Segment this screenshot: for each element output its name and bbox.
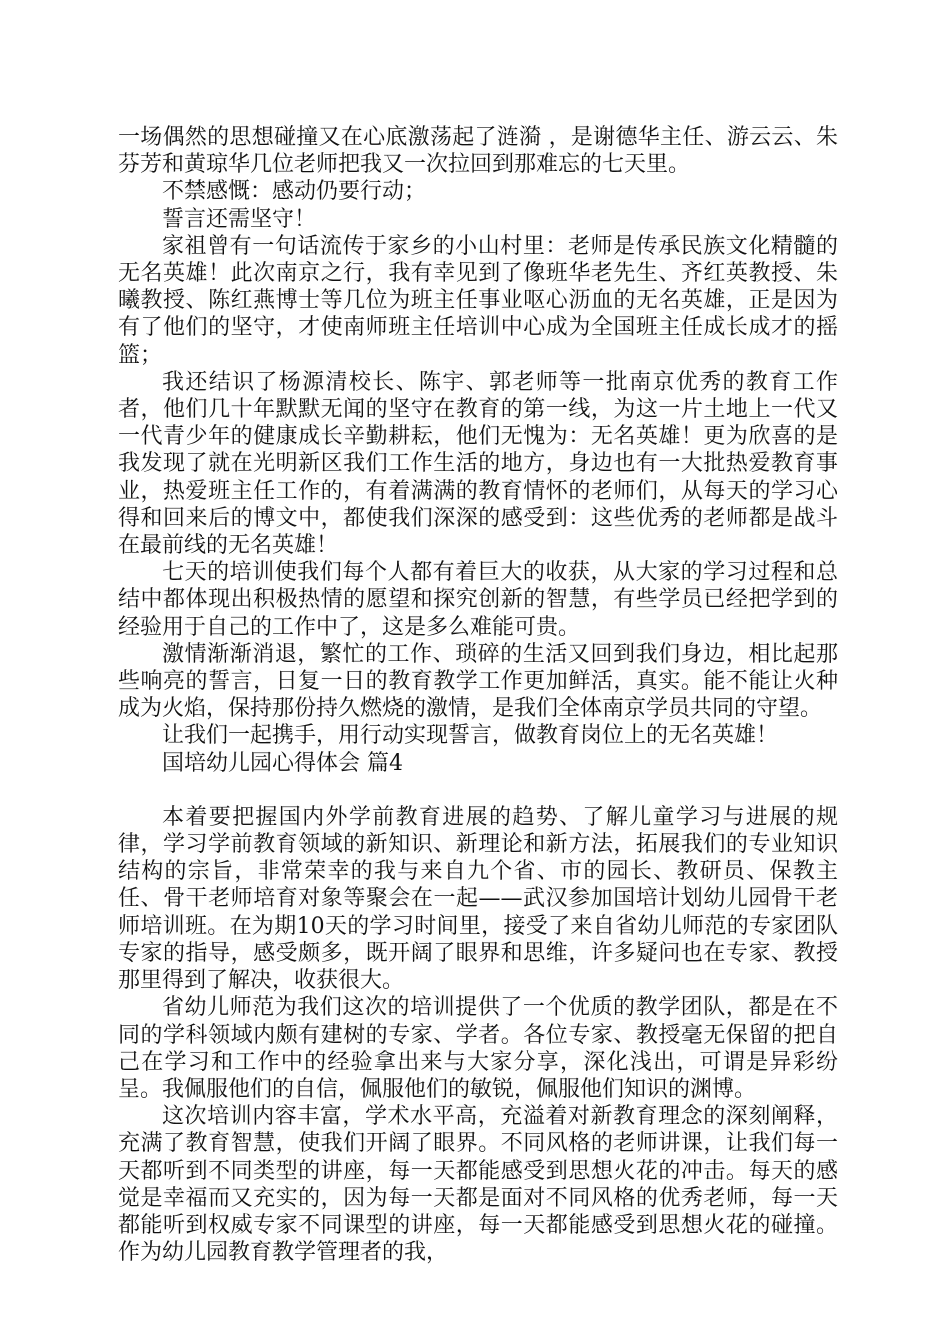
paragraph: 我还结识了杨源清校长、陈宇、郭老师等一批南京优秀的教育工作者，他们几十年默默无闻的坚守在教育的第一线，为这一片土地上一代又一代青少年的健康成长辛勤耕耘，他们无愧为：无名英雄！更为欣喜的是我发现了就在光明新区我们工作生活的地方，身边也有一大批热爱教育事业，热爱班主任工作的，有着满满的教育情怀的老师们，从每天的学习心得和回来后的博文中，都使我们深深的感受到：这些优秀的老师都是战斗在最前线的无名英雄！ xyxy=(118,369,838,559)
paragraph: 不禁感慨：感动仍要行动； xyxy=(162,179,427,205)
paragraph: 这次培训内容丰富，学术水平高，充溢着对新教育理念的深刻阐释，充满了教育智慧，使我们开阔了眼界。不同风格的老师讲课，让我们每一天都听到不同类型的讲座，每一天都能感受到思想火花的冲击。每天的感觉是幸福而又充实的，因为每一天都是面对不同风格的优秀老师，每一天都能听到权威专家不同课型的讲座，每一天都能感受到思想火花的碰撞。作为幼儿园教育教学管理者的我， xyxy=(118,1104,838,1266)
paragraph: 家祖曾有一句话流传于家乡的小山村里：老师是传承民族文化精髓的无名英雄！此次南京之行，我有幸见到了像班华老先生、齐红英教授、朱曦教授、陈红燕博士等几位为班主任事业呕心沥血的无名英雄，正是因为有了他们的坚守，才使南师班主任培训中心成为全国班主任成长成才的摇篮； xyxy=(118,233,838,368)
paragraph: 本着要把握国内外学前教育进展的趋势、了解儿童学习与进展的规律，学习学前教育领域的新知识、新理论和新方法，拓展我们的专业知识结构的宗旨，非常荣幸的我与来自九个省、市的园长、教研员、保教主任、骨干老师培育对象等聚会在一起——武汉参加国培计划幼儿园骨干老师培训班。在为期10天的学习时间里，接受了来自省幼儿师范的专家团队专家的指导，感受颇多，既开阔了眼界和思维，许多疑问也在专家、教授那里得到了解决，收获很大。 xyxy=(118,804,838,994)
section-heading: 国培幼儿园心得体会 篇4 xyxy=(162,750,403,776)
paragraph: 激情渐渐消退，繁忙的工作、琐碎的生活又回到我们身边，相比起那些响亮的誓言，日复一日的教育教学工作更加鲜活，真实。能不能让火种成为火焰，保持那份持久燃烧的激情，是我们全体南京学员共同的守望。 xyxy=(118,641,838,722)
document-body xyxy=(118,124,838,1266)
blank-line xyxy=(118,777,838,804)
paragraph: 让我们一起携手，用行动实现誓言，做教育岗位上的无名英雄！ xyxy=(162,723,779,749)
paragraph: 誓言还需坚守！ xyxy=(162,206,317,232)
paragraph: 一场偶然的思想碰撞又在心底激荡起了涟漪 ，是谢德华主任、游云云、朱芬芳和黄琼华几位老师把我又一次拉回到那难忘的七天里。 xyxy=(118,125,838,178)
paragraph: 七天的培训使我们每个人都有着巨大的收获，从大家的学习过程和总结中都体现出积极热情的愿望和探究创新的智慧，有些学员已经把学到的经验用于自己的工作中了，这是多么难能可贵。 xyxy=(118,560,838,640)
paragraph: 省幼儿师范为我们这次的培训提供了一个优质的教学团队，都是在不同的学科领域内颇有建树的专家、学者。各位专家、教授毫无保留的把自己在学习和工作中的经验拿出来与大家分享，深化浅出，可谓是异彩纷呈。我佩服他们的自信，佩服他们的敏锐，佩服他们知识的渊博。 xyxy=(118,995,838,1102)
